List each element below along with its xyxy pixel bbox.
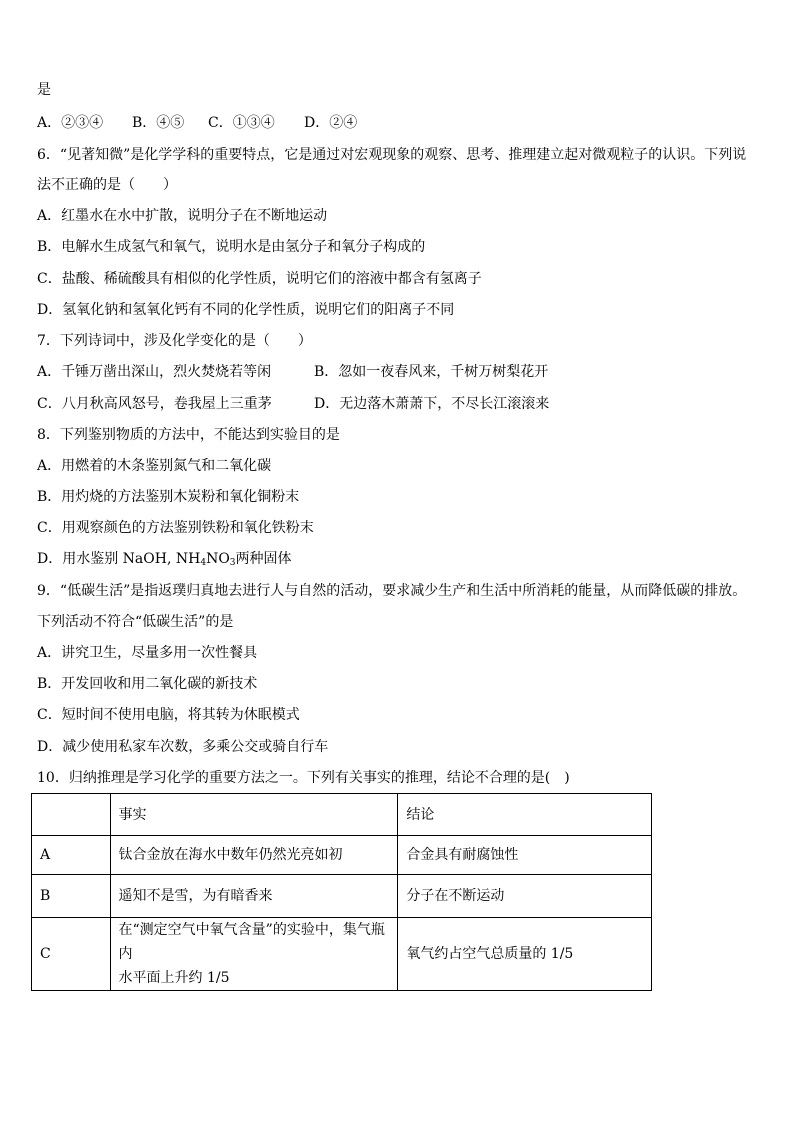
q5-option-a: A．②③④ [37,115,104,131]
q8-option-d-sub1: 4 [200,558,207,568]
q5-stem-tail: 是 [37,82,51,98]
table-header-label [32,794,111,836]
row-conclusion: 氧气约占空气总质量的 1/5 [398,918,652,991]
row-conclusion: 分子在不断运动 [398,875,652,918]
table-row [32,875,652,918]
q8-option-d-suffix: 两种固体 [235,551,292,567]
q9-stem-line2: 下列活动不符合“低碳生活”的是 [37,614,234,630]
row-label: A [32,836,111,875]
table-row [32,918,652,991]
q8-stem: 8．下列鉴别物质的方法中，不能达到实验目的是 [37,427,340,443]
q8-option-d [37,549,292,573]
row-fact-line2: 水平面上升约 1/5 [118,970,230,986]
q7-stem: 7．下列诗词中，涉及化学变化的是（ ） [37,333,312,349]
q8-option-d-prefix: D．用水鉴别 NaOH, NH [37,551,201,567]
q7-option-a: A．千锤万凿出深山，烈火焚烧若等闲 [37,364,272,380]
q6-option-c: C．盐酸、稀硫酸具有相似的化学性质，说明它们的溶液中都含有氢离子 [37,271,482,287]
row-label: C [32,918,111,991]
q6-option-d: D．氢氧化钠和氢氧化钙有不同的化学性质，说明它们的阳离子不同 [37,302,455,318]
q9-option-c: C．短时间不使用电脑，将其转为休眠模式 [37,707,300,723]
q10-stem: 10．归纳推理是学习化学的重要方法之一。下列有关事实的推理，结论不合理的是( ) [37,770,570,786]
q6-stem-line2: 法不正确的是（ ） [37,177,177,193]
q5-option-b: B．④⑤ [132,115,185,131]
q6-option-b: B．电解水生成氢气和氧气，说明水是由氢分子和氧分子构成的 [37,239,426,255]
q6-option-a: A．红墨水在水中扩散，说明分子在不断地运动 [37,208,328,224]
q9-option-d: D．减少使用私家车次数，多乘公交或骑自行车 [37,739,329,755]
table-row [32,836,652,875]
row-conclusion: 合金具有耐腐蚀性 [398,836,652,875]
q7-option-d: D．无边落木萧萧下，不尽长江滚滚来 [314,396,550,412]
q7-option-c: C．八月秋高风怒号，卷我屋上三重茅 [37,396,272,412]
q8-option-a: A．用燃着的木条鉴别氮气和二氧化碳 [37,458,272,474]
table-header-fact: 事实 [110,794,398,836]
q9-option-a: A．讲究卫生，尽量多用一次性餐具 [37,645,258,661]
table-header-row [32,794,652,836]
q9-stem-line1: 9．“低碳生活”是指返璞归真地去进行人与自然的活动，要求减少生产和生活中所消耗的能量，从而降低碳的排放。 [37,583,747,599]
q8-option-c: C．用观察颜色的方法鉴别铁粉和氧化铁粉末 [37,520,314,536]
row-label: B [32,875,111,918]
q7-option-b: B．忽如一夜春风来，千树万树梨花开 [314,364,549,380]
row-fact: 遥知不是雪，为有暗香来 [110,875,398,918]
q8-option-b: B．用灼烧的方法鉴别木炭粉和氧化铜粉末 [37,489,300,505]
q8-option-d-mid: NO [206,551,230,567]
row-fact [110,918,398,991]
q8-option-d-sub2: 3 [229,558,236,568]
table-header-conclusion: 结论 [398,794,652,836]
q5-option-d: D．②④ [304,115,358,131]
q10-facts-table [31,793,652,991]
q6-stem-line1: 6．“见著知微”是化学学科的重要特点，它是通过对宏观现象的观察、思考、推理建立起对微观粒子的认识。下列说 [37,147,747,163]
row-fact: 钛合金放在海水中数年仍然光亮如初 [110,836,398,875]
q5-options [37,113,357,133]
q5-option-c: C．①③④ [208,115,275,131]
q9-option-b: B．开发回收和用二氧化碳的新技术 [37,676,258,692]
row-fact-line1: 在“测定空气中氧气含量”的实验中，集气瓶内 [118,922,385,962]
